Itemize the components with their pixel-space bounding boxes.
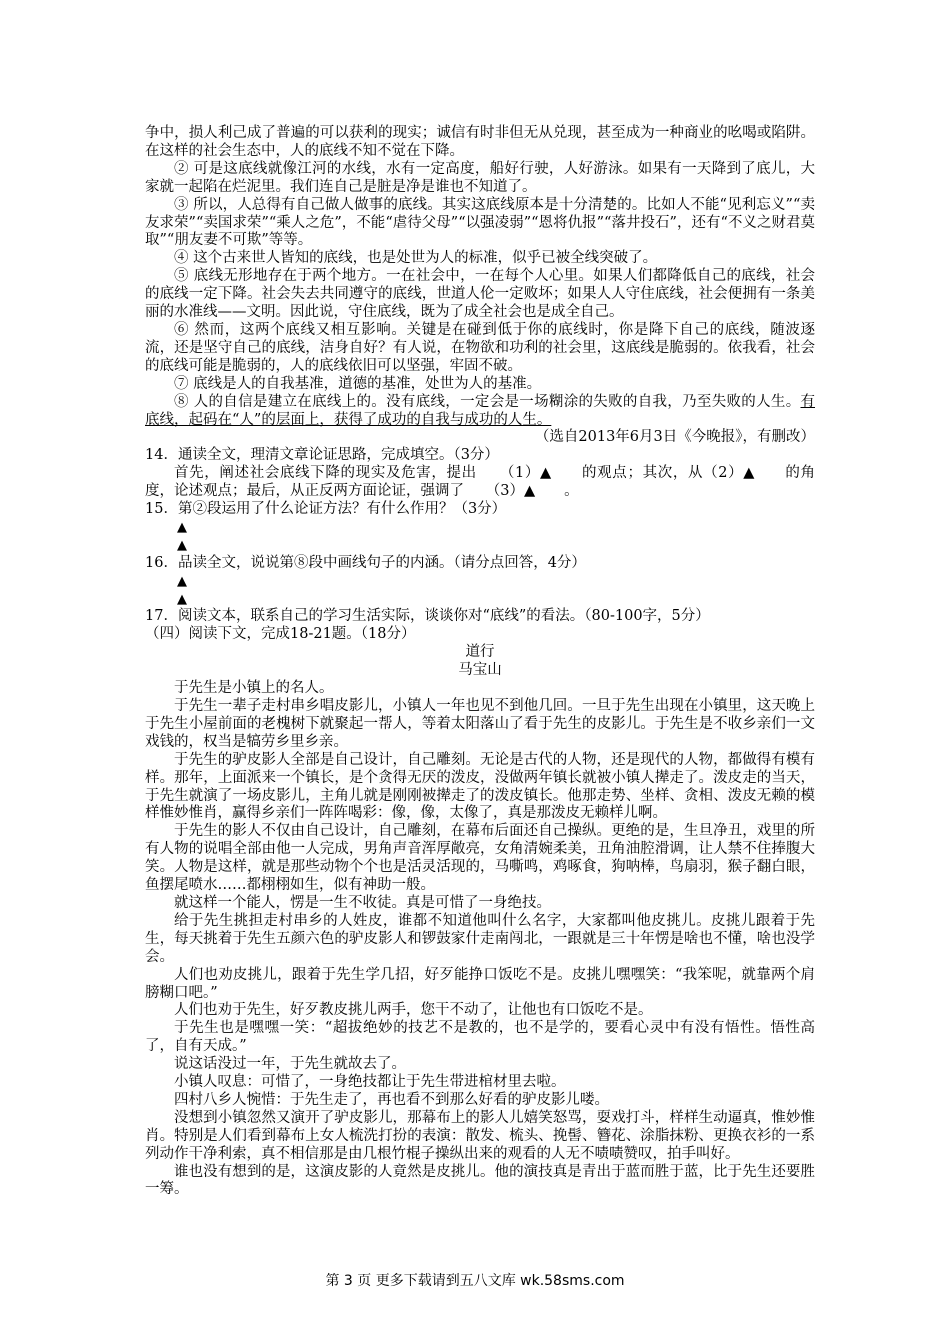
answer-mark: ▲ [177,537,187,553]
paragraph-3: ③ 所以，人总得有自己做人做事的底线。其实这底线原本是十分清楚的。比如人不能“见利忘义”“卖友求荣”“卖国求荣”“乘人之危”，不能“虐待父母”“以强凌弱”“恩将仇报”“落井投石”，还有“不义之财君莫取”“朋友妻不可欺”等等。 [145,196,815,249]
story-paragraph: 小镇人叹息：可惜了，一身绝技都让于先生带进棺材里去啦。 [174,1074,566,1091]
story-paragraph: 于先生的驴皮影人全部是自己设计，自己雕刻。无论是古代的人物，还是现代的人物，都做得有模有样。那年，上面派来一个镇长，是个贪得无厌的泼皮，没做两年镇长就被小镇人撵走了。泼皮走的当天，于先生就演了一场皮影儿，主角儿就是刚刚被撵走了的泼皮镇长。他那走势、坐样、贪相、泼皮无赖的模样惟妙惟肖，赢得乡亲们一阵阵喝彩：像，像，太像了，真是那泼皮无赖样儿啊。 [145,751,815,822]
story-paragraph: 说这话没过一年，于先生就故去了。 [174,1056,406,1073]
story-paragraph: 人们也劝皮挑儿，跟着于先生学几招，好歹能挣口饭吃不是。皮挑儿嘿嘿笑：“我笨呢，就靠两个肩膀糊口吧。” [145,966,815,1001]
question-14: 14．通读全文，理清文章论证思路，完成填空。（3分） [145,447,499,464]
question-17: 17．阅读文本，联系自己的学习生活实际，谈谈你对“底线”的看法。（80-100字，5分） [145,608,710,625]
paragraph-6: ⑥ 然而，这两个底线又相互影响。关键是在碰到低于你的底线时，你是降下自己的底线，随波逐流，还是坚守自己的底线，洁身自好？有人说，在物欲和功利的社会里，这底线是脆弱的。依我看，社会的底线可能是脆弱的，人的底线依旧可以坚强，牢固不破。 [145,321,815,374]
article-source: （选自2013年6月3日《今晚报》，有删改） [534,429,815,446]
paragraph-8 [145,394,815,430]
document-page [145,125,815,1199]
question-16: 16．品读全文，说说第⑧段中画线句子的内涵。（请分点回答，4分） [145,554,586,571]
story-paragraph: 于先生的影人不仅由自己设计，自己雕刻，在幕布后面还自己操纵。更绝的是，生旦净丑，戏里的所有人物的说唱全部由他一人完成，男角声音浑厚敞亮，女角清婉柔美，丑角油腔滑调，让人禁不住捧腹大笑。人物是这样，就是那些动物个个也是活灵活现的，马嘶鸣，鸡啄食，狗呐棒，鸟扇羽，猴子翻白眼，鱼摆尾喷水……都栩栩如生，似有神助一般。 [145,823,815,894]
story-paragraph: 谁也没有想到的是，这演皮影的人竟然是皮挑儿。他的演技真是青出于蓝而胜于蓝，比于先生还要胜一筹。 [145,1163,815,1198]
answer-mark: ▲ [177,573,187,589]
paragraph-1: 争中，损人利己成了普遍的可以获利的现实；诚信有时非但无从兑现，甚至成为一种商业的吆喝或陷阱。在这样的社会生态中，人的底线不知不觉在下降。 [145,125,815,159]
story-paragraph: 给于先生挑担走村串乡的人姓皮，谁都不知道他叫什么名字，大家都叫他皮挑儿。皮挑儿跟着于先生，每天挑着于先生五颜六色的驴皮影人和锣鼓家什走南闯北，一跟就是三十年愣是啥也不懂，啥也没学会。 [145,912,815,965]
page-footer: 第 3 页 更多下载请到五八文库 wk.58sms.com [325,1273,625,1289]
paragraph-5: ⑤ 底线无形地存在于两个地方。一在社会中，一在每个人心里。如果人们都降低自己的底线，社会的底线一定下降。社会失去共同遵守的底线，世道人伦一定败坏；如果人人守住底线，社会便拥有一条美丽的水准线——文明。因此说，守住底线，既为了成全社会也是成全自己。 [145,268,815,321]
paragraph-7: ⑦ 底线是人的自我基准，道德的基准，处世为人的基准。 [174,375,542,392]
story-author: 马宝山 [458,662,502,679]
story-paragraph: 于先生也是嘿嘿一笑：“超拔绝妙的技艺不是教的，也不是学的，要看心灵中有没有悟性。悟性高了，自有天成。” [145,1020,815,1055]
story-paragraph: 四村八乡人惋惜：于先生走了，再也看不到那么好看的驴皮影儿喽。 [174,1091,609,1108]
question-14-body: 首先，阐述社会底线下降的现实及危害，提出 （1）▲ 的观点；其次，从（2）▲ 的角度，论述观点；最后，从正反两方面论证，强调了 （3）▲ 。 [145,465,815,500]
story-paragraph: 就这样一个能人，愣是一生不收徒。真是可惜了一身绝技。 [174,894,551,911]
answer-mark: ▲ [177,591,187,607]
answer-mark: ▲ [177,519,187,535]
paragraph-4: ④ 这个古来世人皆知的底线，也是处世为人的标准，似乎已被全线突破了。 [174,250,658,267]
story-paragraph: 没想到小镇忽然又演开了驴皮影儿，那幕布上的影人儿嬉笑怒骂，耍戏打斗，样样生动逼真，惟妙惟肖。特别是人们看到幕布上女人梳洗打扮的表演：散发、梳头、挽髻、簪花、涂脂抹粉、更换衣衫的一系列动作干净利索，真不相信那是由几根竹棍子操纵出来的观看的人无不啧啧赞叹，拍手叫好。 [145,1109,815,1162]
paragraph-8-text: ⑧ 人的自信是建立在底线上的。没有底线，一定会是一场糊涂的失败的自我，乃至失败的人生。 [174,393,801,410]
section-heading: （四）阅读下文，完成18-21题。（18分） [145,626,416,643]
story-title: 道行 [465,644,495,661]
underlined-sentence: 有底线，起码在“人”的层面上，获得了成功的自我与成功的人生。 [145,393,815,428]
story-paragraph: 于先生一辈子走村串乡唱皮影儿，小镇人一年也见不到他几回。一旦于先生出现在小镇里，这天晚上于先生小屋前面的老槐树下就聚起一帮人，等着太阳落山了看于先生的皮影儿。于先生是不收乡亲们一文戏钱的，权当是犒劳乡里乡亲。 [145,698,815,750]
paragraph-2: ② 可是这底线就像江河的水线，水有一定高度，船好行驶，人好游泳。如果有一天降到了底儿，大家就一起陷在烂泥里。我们连自己是脏是净是谁也不知道了。 [145,160,815,195]
story-paragraph: 于先生是小镇上的名人。 [174,680,334,697]
question-15: 15．第②段运用了什么论证方法？有什么作用？（3分） [145,501,507,518]
story-paragraph: 人们也劝于先生，好歹教皮挑儿两手，您干不动了，让他也有口饭吃不是。 [174,1002,653,1019]
